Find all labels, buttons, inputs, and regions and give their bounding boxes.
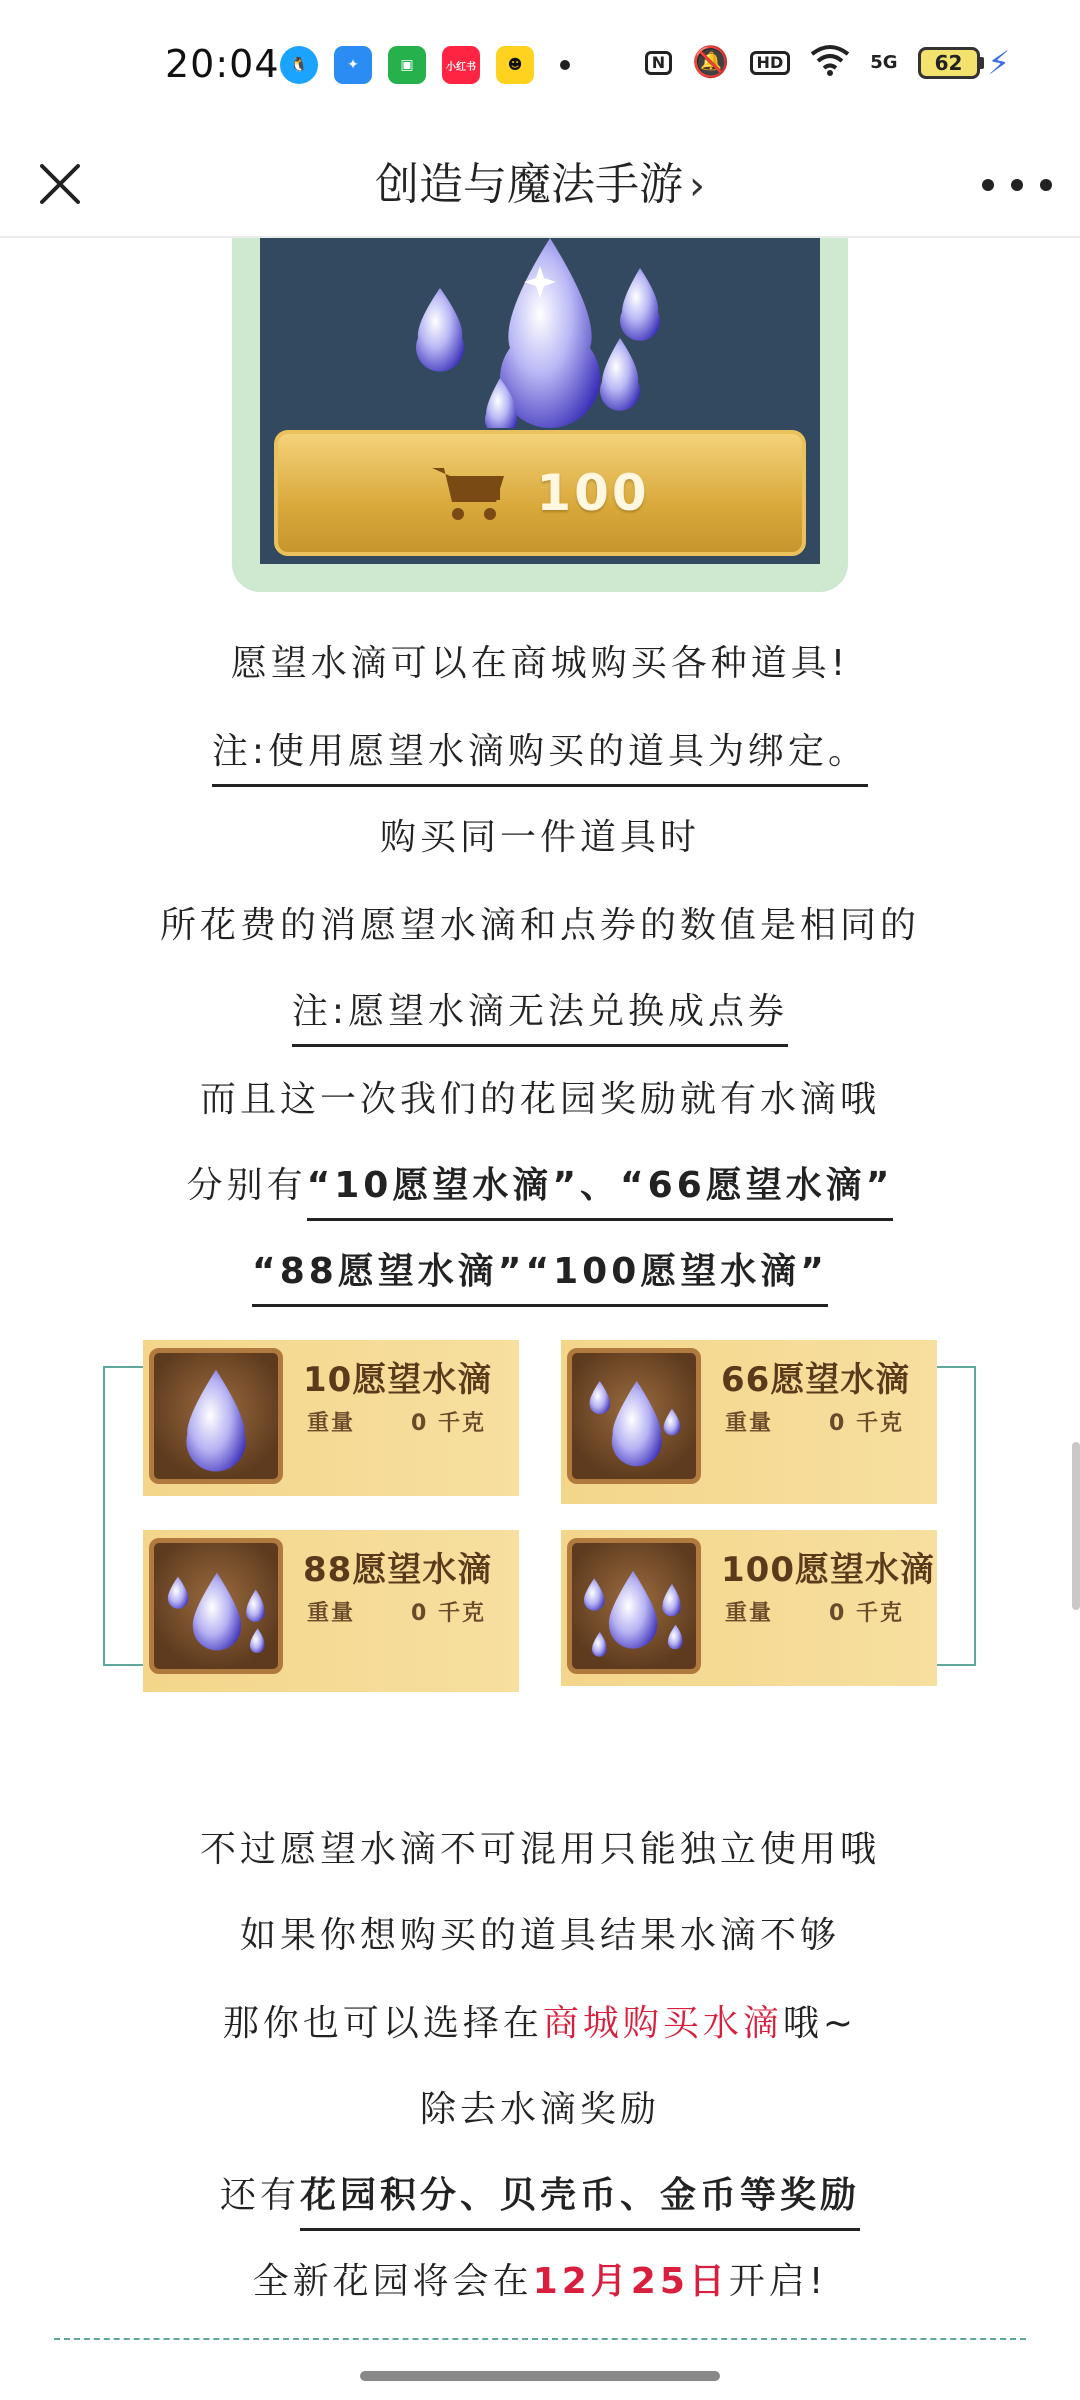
qq-yellow-icon: ☻ (496, 46, 534, 84)
nfc-icon: N (645, 51, 672, 75)
text-line-13-prefix: 还有 (219, 2175, 300, 2216)
frame-bracket-right (936, 1366, 976, 1666)
text-line-9: 不过愿望水滴不可混用只能独立使用哦 (199, 1829, 880, 1870)
more-dot (1011, 179, 1023, 191)
item-weight-value: 0 千克 (829, 1411, 904, 1436)
chevron-right-icon: › (689, 163, 705, 209)
text-line-11-prefix: 那你也可以选择在 (222, 2003, 543, 2044)
item-weight-label: 重量 (725, 1411, 774, 1436)
item-name: 100愿望水滴 (721, 1550, 935, 1590)
page-title: 创造与魔法手游 (375, 159, 683, 210)
item-weight-value: 0 千克 (411, 1411, 486, 1436)
hd-icon: HD (750, 51, 791, 75)
text-line-14 (0, 2258, 1080, 2306)
more-dot (1040, 179, 1052, 191)
text-line-11 (0, 2000, 1080, 2048)
water-drop-icon (149, 1348, 283, 1484)
text-line-11-suffix: 哦~ (782, 2003, 858, 2044)
item-name: 66愿望水滴 (721, 1360, 911, 1400)
water-drops-icon (567, 1348, 701, 1484)
text-line-1: 愿望水滴可以在商城购买各种道具! (230, 643, 850, 684)
item-card-100 (561, 1530, 937, 1686)
system-icons (645, 44, 1010, 82)
text-line-14-prefix: 全新花园将会在 (252, 2261, 533, 2302)
other-rewards-underline: 花园积分、贝壳币、金币等奖励 (300, 2172, 860, 2231)
text-line-12: 除去水滴奖励 (419, 2089, 660, 2130)
text-line-3: 购买同一件道具时 (379, 817, 700, 858)
bird-icon: ✦ (334, 46, 372, 84)
more-dot (982, 179, 994, 191)
text-line-10: 如果你想购买的道具结果水滴不够 (239, 1915, 840, 1956)
water-drops-icon (370, 238, 710, 428)
text-line-4: 所花费的消愿望水滴和点券的数值是相同的 (159, 905, 920, 946)
text-line-7-prefix: 分别有 (186, 1165, 307, 1206)
reward-list-underline-2: “88愿望水滴”“100愿望水滴” (252, 1248, 828, 1307)
shop-buy-highlight: 商城购买水滴 (542, 2003, 783, 2044)
text-line-8 (0, 1248, 1080, 1307)
text-line-6: 而且这一次我们的花园奖励就有水滴哦 (199, 1079, 880, 1120)
nav-header (0, 130, 1080, 238)
battery-icon (918, 44, 1010, 82)
note-bind-underline: 注:使用愿望水滴购买的道具为绑定。 (212, 728, 868, 787)
status-time: 20:04 (165, 42, 280, 86)
signal-5g-icon: 5G (870, 52, 898, 73)
text-line-5 (0, 988, 1080, 1047)
bag-icon: ▣ (388, 46, 426, 84)
item-name: 10愿望水滴 (303, 1360, 493, 1400)
page-title-link[interactable] (0, 148, 1080, 212)
buy-price: 100 (536, 464, 650, 522)
item-weight-value: 0 千克 (411, 1601, 486, 1626)
status-bar (0, 0, 1080, 130)
text-line-14-suffix: 开启! (728, 2261, 828, 2302)
notification-icons (280, 46, 570, 84)
item-weight-label: 重量 (725, 1601, 774, 1626)
buy-button-image (274, 430, 806, 556)
water-drops-icon (567, 1538, 701, 1674)
item-card-10 (143, 1340, 519, 1496)
home-indicator[interactable] (360, 2371, 720, 2381)
xiaohongshu-icon: 小红书 (442, 46, 480, 84)
item-weight-label: 重量 (307, 1411, 356, 1436)
wifi-icon (810, 44, 850, 82)
shop-item-image (232, 238, 848, 592)
section-divider (54, 2338, 1026, 2340)
reward-list-underline-1: “10愿望水滴”、“66愿望水滴” (307, 1162, 894, 1221)
item-card-66 (561, 1340, 937, 1504)
water-drops-icon (149, 1538, 283, 1674)
note-exchange-underline: 注:愿望水滴无法兑换成点券 (292, 988, 788, 1047)
item-card-88 (143, 1530, 519, 1692)
shop-item-panel (260, 238, 820, 564)
text-line-7 (0, 1162, 1080, 1221)
mute-bell-icon: 🔕 (692, 45, 730, 80)
qq-icon: 🐧 (280, 46, 318, 84)
frame-bracket-left (103, 1366, 143, 1666)
item-weight-value: 0 千克 (829, 1601, 904, 1626)
more-notifications-dot (560, 60, 570, 70)
more-options-button[interactable] (982, 160, 1052, 210)
charging-bolt-icon: ⚡ (987, 44, 1010, 82)
item-name: 88愿望水滴 (303, 1550, 493, 1590)
text-line-2 (0, 728, 1080, 787)
open-date-highlight: 12月25日 (532, 2261, 729, 2302)
shopping-cart-icon (430, 462, 510, 524)
scrollbar-thumb[interactable] (1072, 1442, 1080, 1610)
item-weight-label: 重量 (307, 1601, 356, 1626)
battery-level: 62 (918, 47, 980, 79)
text-line-13 (0, 2172, 1080, 2231)
